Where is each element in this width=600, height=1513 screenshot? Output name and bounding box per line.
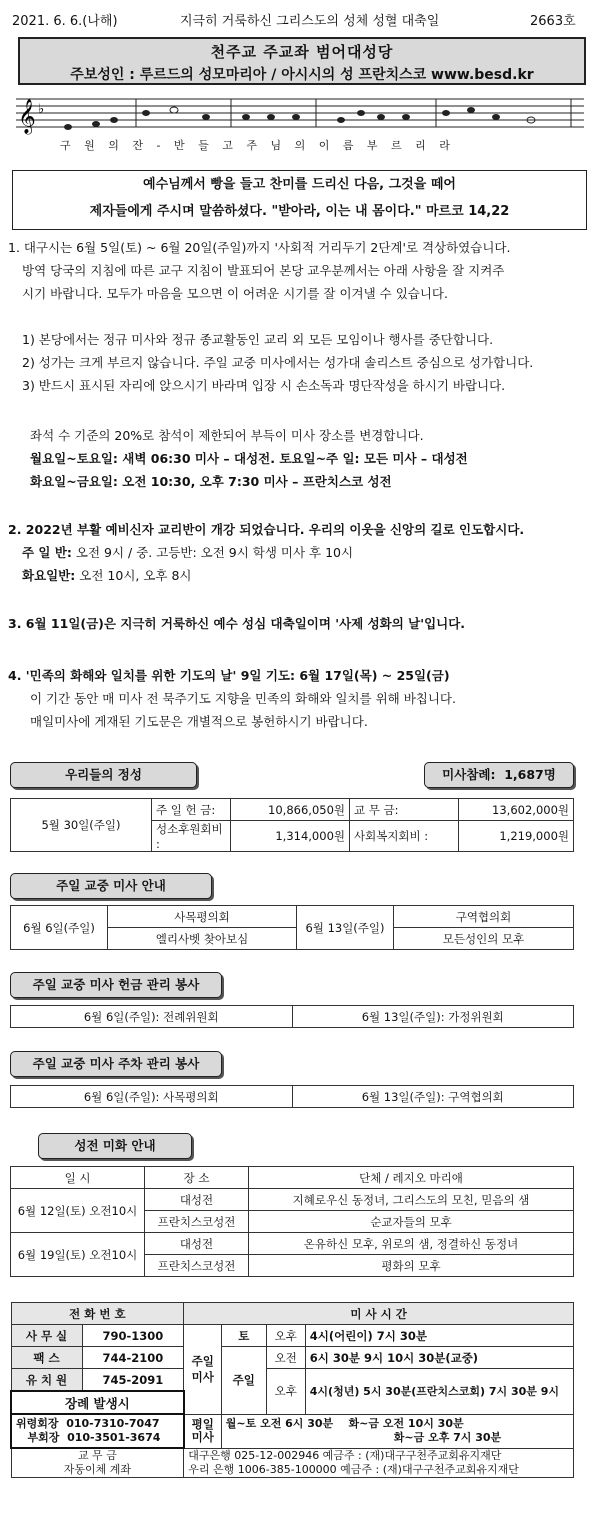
notice-4-line: 이 기간 동안 매 미사 전 묵주기도 지향을 민족의 화해와 일치를 위해 바칩니다.	[30, 691, 456, 706]
gospel-line-1: 예수님께서 빵을 들고 찬미를 드리신 다음, 그것을 떼어	[143, 177, 456, 192]
treble-clef-icon: 𝄞	[18, 99, 36, 134]
clean-title: 성전 미화 안내	[38, 1133, 192, 1159]
parish-banner	[18, 37, 586, 85]
guide-table: 6월 6일(주일) 사목평의회 6월 13일(주일) 구역협의회 엘리사벳 찾아보심 모든성인의 모후	[10, 905, 574, 950]
guide-title: 주일 교중 미사 안내	[10, 873, 212, 899]
notice-4-title: 4. '민족의 화해와 일치를 위한 기도의 날' 9일 기도: 6월 17일(목) ~ 25일(금)	[8, 668, 450, 683]
notice-1-line: 1. 대구시는 6월 5일(토) ~ 6월 20일(주일)까지 '사회적 거리두기 2단계'로 격상하였습니다.	[8, 240, 511, 255]
offering-title: 우리들의 정성	[10, 762, 197, 788]
clean-table: 일 시 장 소 단체 / 레지오 마리애 6월 12일(토) 오전10시 대성전 지혜로우신 동정녀, 그리스도의 모친, 믿음의 샘 프란치스코성전 순교자들의 모후 6월 19일(토) 오전10시 대성전 온유하신 모후, 위로의 샘, 정결하신 동정녀 프란치스코성전 평화의 모후	[10, 1166, 574, 1277]
notice-4-line: 매일미사에 게재된 기도문은 개별적으로 봉헌하시기 바랍니다.	[30, 714, 368, 729]
notice-4	[8, 664, 592, 733]
contact-table: 전 화 번 호 미 사 시 간 사 무 실 790-1300 주일 미사 토 오후 4시(어린이) 7시 30분 팩 스 744-2100 주일 오전 6시 30분 9시 10시 30분(교중) 유 치 원 745-2091 오후 4시(청년) 5시 30분(프란치스코회) 7시 30분 9시 장례 발생시 위령회장 010-7310-7047 부회장 010-3501-3674 평일 미사 월~토 오전 6시 30분 화~금 오전 10시 30분 화~금 오후 7시 30분 교 무 금 자동이체 계좌 대구은행 025-12-002946 예금주 : (재)대구구천주교회유지재단 우리 은행 1006-385-100000 예금주 : (재)대구구천주교회유지재단	[10, 1302, 574, 1478]
parish-name: 천주교 주교좌 범어대성당	[210, 43, 394, 61]
gospel-quote	[12, 170, 587, 230]
notice-3-text: 3. 6월 11일(금)은 지극히 거룩하신 예수 성심 대축일이며 '사제 성화의 날'입니다.	[8, 616, 466, 631]
notice-2-text: 오전 10시, 오후 8시	[79, 568, 192, 583]
feast-title: 지극히 거룩하신 그리스도의 성체 성혈 대축일	[180, 14, 440, 29]
offering-date: 5월 30일(주일)	[11, 799, 152, 852]
notice-2-text: 오전 9시 / 중. 고등반: 오전 9시 학생 미사 후 10시	[75, 545, 354, 560]
seats-line: 화요일~금요일: 오전 10:30, 오후 7:30 미사 – 프란치스코 성전	[30, 474, 392, 489]
issue-number: 2663호	[530, 14, 576, 29]
svg-text:♭: ♭	[38, 102, 45, 117]
seats-line: 월요일~토요일: 새벽 06:30 미사 – 대성전. 토요일~주 일: 모든 미사 – 대성전	[30, 451, 468, 466]
parking-title: 주일 교중 미사 주차 관리 봉사	[10, 1051, 222, 1077]
funeral-title: 장례 발생시	[11, 1391, 184, 1414]
notice-1	[8, 236, 592, 305]
notice-2-label: 화요일반:	[22, 568, 76, 583]
notice-2-label: 주 일 반:	[22, 545, 72, 560]
notice-3	[8, 612, 592, 635]
parking-table: 6월 6일(주일): 사목평의회 6월 13일(주일): 구역협의회	[10, 1085, 574, 1108]
song-lyrics: 구 원 의 잔 - 반 들 고 주 님 의 이 름 부 르 리 라	[60, 139, 452, 152]
notice-2	[8, 518, 592, 587]
notice-1-items	[22, 328, 592, 397]
notice-2-title: 2. 2022년 부활 예비신자 교리반이 개강 되었습니다. 우리의 이웃을 신앙의 길로 인도합시다.	[8, 522, 525, 537]
notice-1-seats	[30, 424, 590, 493]
cash-table: 6월 6일(주일): 전례위원회 6월 13일(주일): 가정위원회	[10, 1005, 574, 1028]
attendance-badge: 미사참례: 1,687명	[424, 762, 574, 788]
notice-1-line: 방역 당국의 지침에 따른 교구 지침이 발표되어 본당 교우분께서는 아래 사항을 잘 지켜주	[22, 263, 505, 278]
notice-1-item: 2) 성가는 크게 부르지 않습니다. 주일 교중 미사에서는 성가대 솔리스트 중심으로 성가합니다.	[22, 355, 534, 370]
offering-table: 5월 30일(주일) 주 일 헌 금: 10,866,050원 교 무 금: 13,602,000원 성소후원회비 : 1,314,000원 사회복지회비 : 1,219,000원	[10, 798, 574, 852]
cash-title: 주일 교중 미사 헌금 관리 봉사	[10, 972, 222, 998]
issue-date: 2021. 6. 6.(나해)	[12, 14, 118, 29]
parish-patrons: 주보성인 : 루르드의 성모마리아 / 아시시의 성 프란치스코 www.besd.kr	[70, 67, 534, 83]
notice-1-line: 시기 바랍니다. 모두가 마음을 모으면 이 어려운 시기를 잘 이겨낼 수 있습니다.	[22, 286, 448, 301]
gospel-line-2: 제자들에게 주시며 말씀하셨다. "받아라, 이는 내 몸이다." 마르코 14,22	[89, 204, 510, 219]
notice-1-item: 3) 반드시 표시된 자리에 앉으시기 바라며 입장 시 손소독과 명단작성을 하시기 바랍니다.	[22, 378, 506, 393]
seats-line: 좌석 수 기준의 20%로 참석이 제한되어 부득이 미사 장소를 변경합니다.	[30, 428, 424, 443]
notice-1-item: 1) 본당에서는 정규 미사와 정규 종교활동인 교리 외 모든 모임이나 행사를 중단합니다.	[22, 332, 494, 347]
